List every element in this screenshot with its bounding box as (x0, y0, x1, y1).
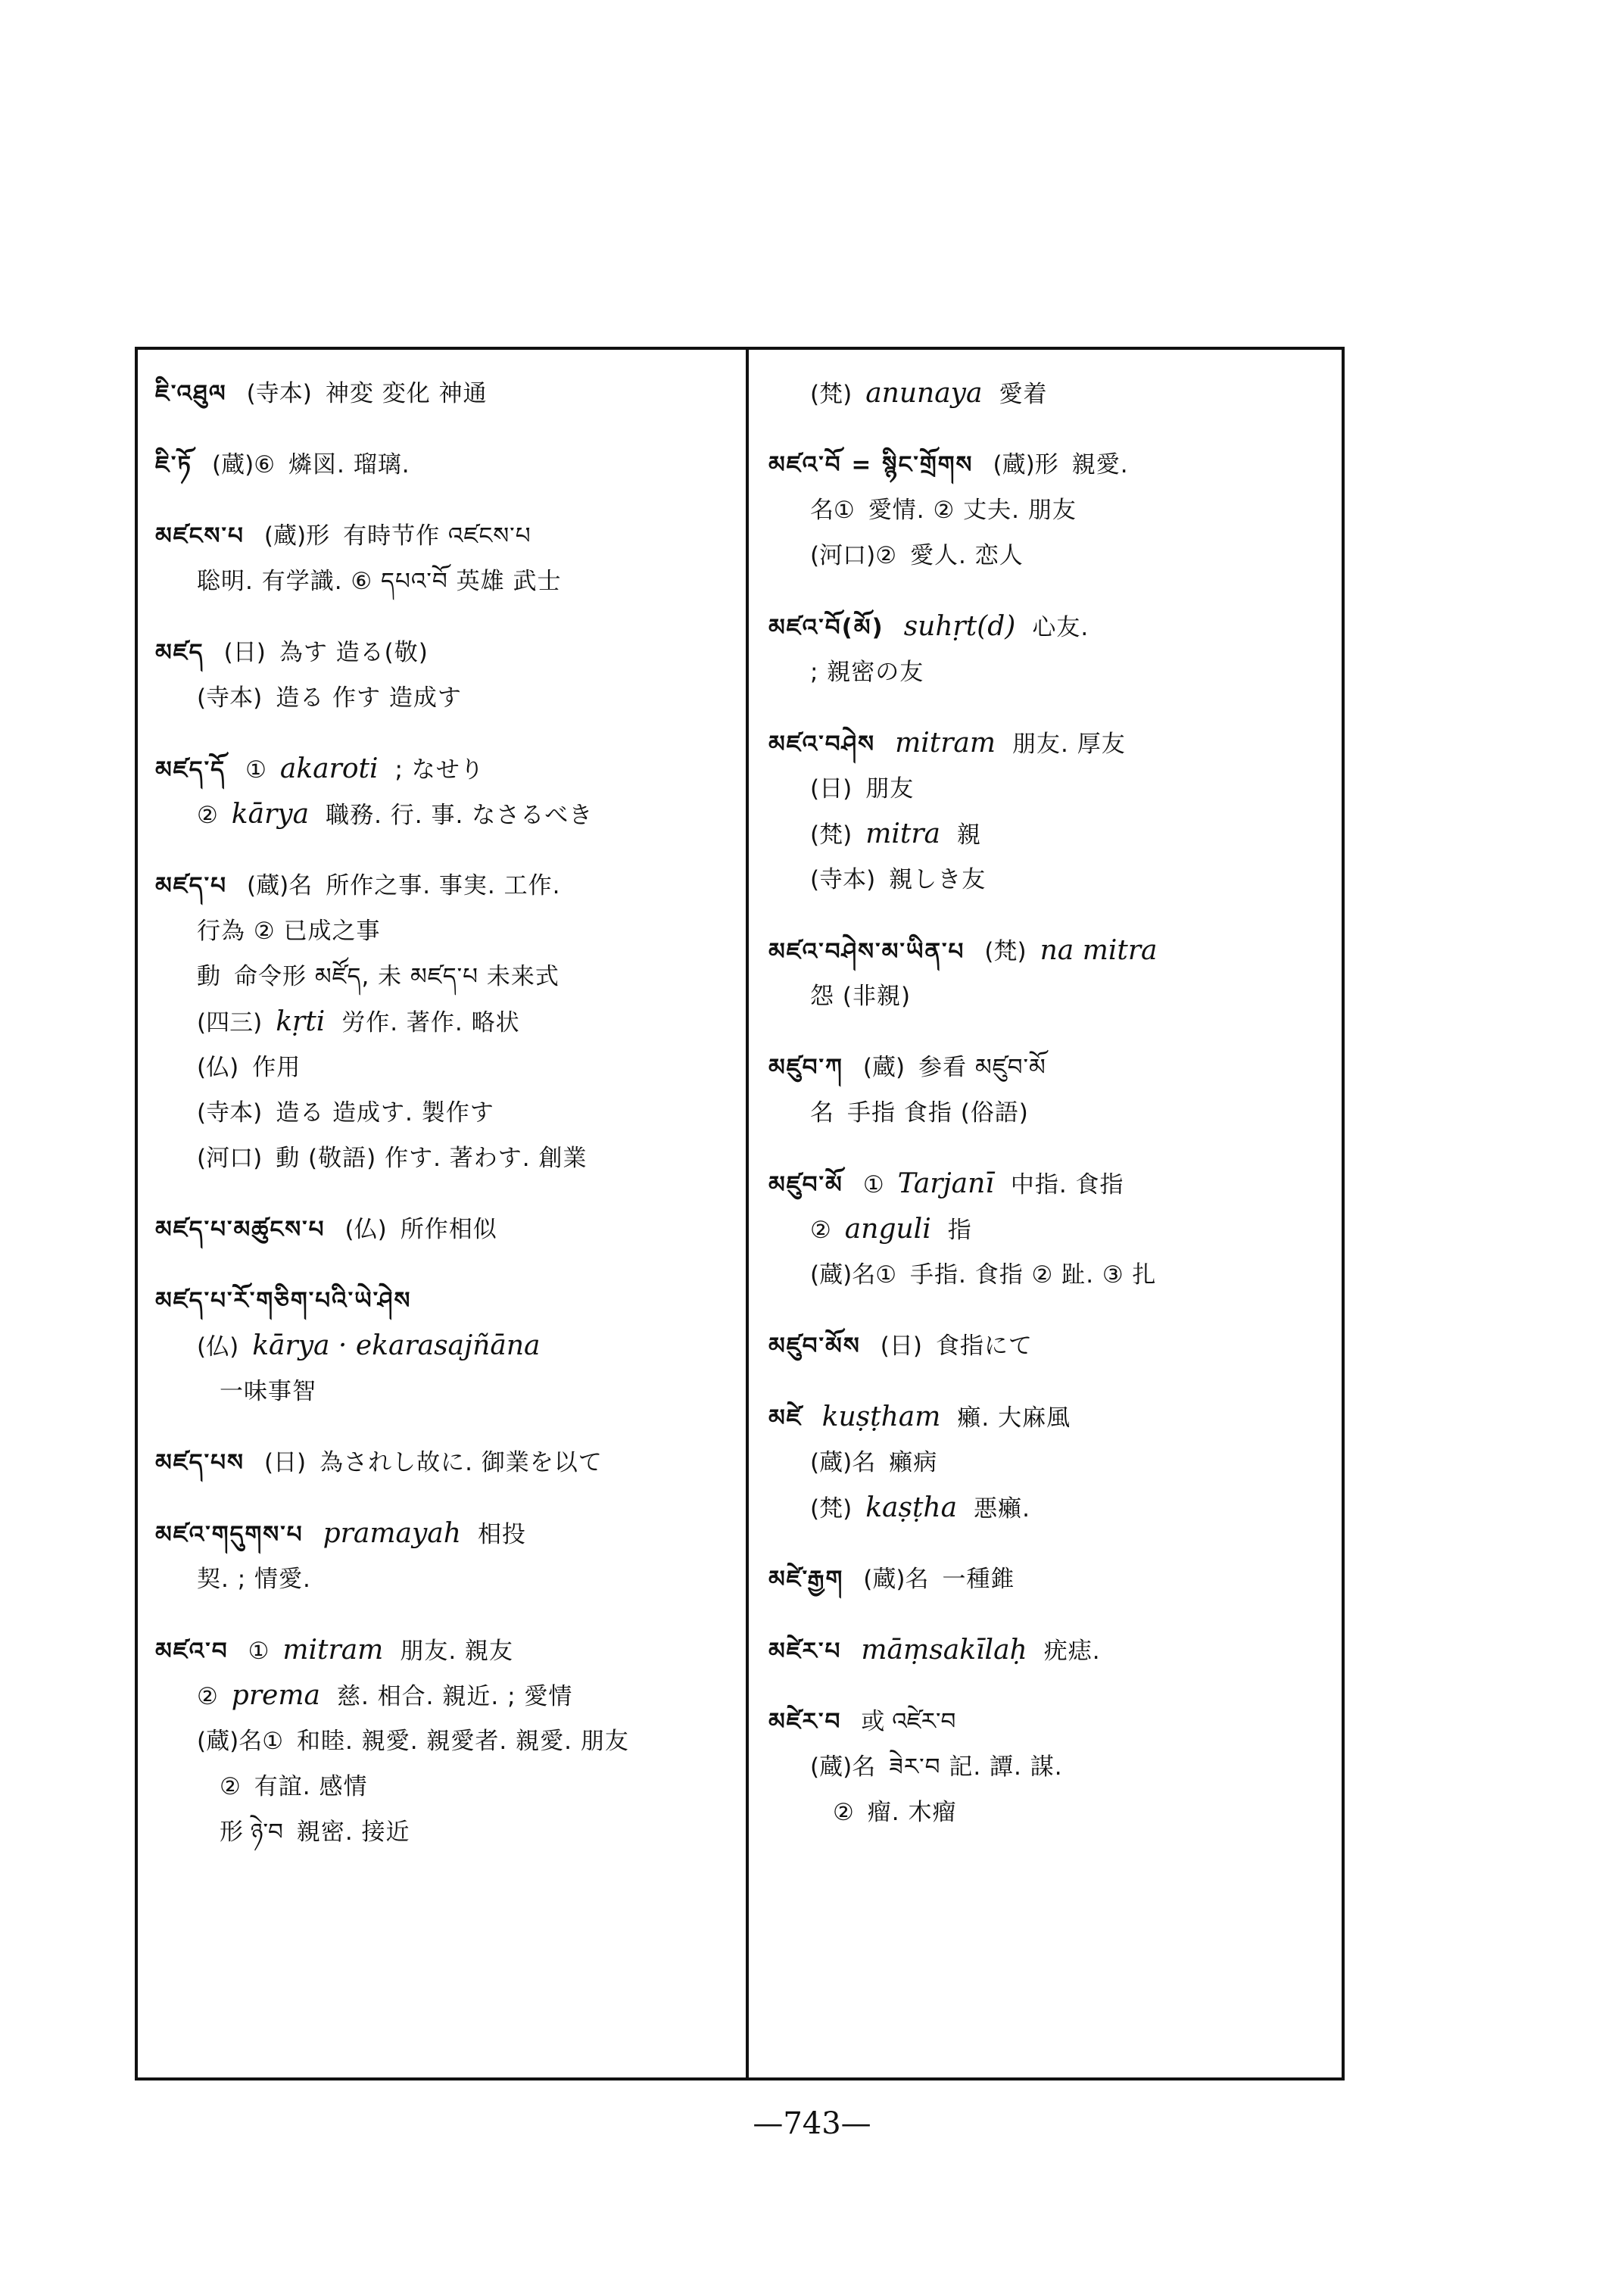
headword: མཛའ་བ (155, 1638, 229, 1665)
entry-gloss: 悪癩. (974, 1495, 1030, 1523)
entry-gap (155, 1252, 738, 1278)
entry-tag: (寺本) (810, 866, 876, 893)
entry-line (155, 1045, 738, 1090)
entry-tag: ② (833, 1799, 854, 1826)
entry-gloss: 癩. 大麻風 (957, 1404, 1071, 1432)
dictionary-entry (768, 1628, 1336, 1673)
entry-line (768, 812, 1336, 857)
entry-gloss: 朋友 (865, 775, 915, 803)
dictionary-entry (768, 1557, 1336, 1602)
entry-line (768, 974, 1336, 1019)
entry-line (155, 999, 738, 1045)
entry-gloss: 慈. 相合. 親近. ; 愛情 (336, 1683, 573, 1710)
headword: མཛེར་པ (768, 1638, 842, 1665)
dictionary-entry (768, 1395, 1336, 1531)
entry-tag: (蔵)名 (863, 1566, 929, 1593)
entry-line (768, 1557, 1336, 1602)
headword: མཛད་པ (155, 872, 228, 899)
entry-gap (768, 695, 1336, 721)
entry-gloss: 癩病 (889, 1449, 938, 1476)
entry-tag: (梵) (984, 938, 1027, 965)
entry-gap (155, 1485, 738, 1511)
entry-line (768, 766, 1336, 812)
entry-line (155, 1764, 738, 1809)
entry-tag: 動 (197, 963, 220, 990)
romanized-term: kārya (231, 799, 310, 830)
entry-gloss: 中指. 食指 (1010, 1171, 1124, 1198)
entry-gloss: 親 (957, 821, 981, 849)
headword: མཛུབ་མོས (768, 1332, 861, 1360)
entry-tag: 或 འཛེར་བ (861, 1708, 956, 1735)
entry-line (768, 442, 1336, 488)
entry-tag: (蔵)名 (810, 1449, 876, 1476)
entry-gap (155, 1181, 738, 1207)
romanized-term: mitram (282, 1635, 384, 1666)
entry-tag: (蔵)⑥ (212, 451, 276, 478)
entry-line (155, 1323, 738, 1369)
entry-gloss: ཟེར་བ 記. 譚. 謀. (889, 1753, 1063, 1781)
entry-gloss: 手指. 食指 ② 趾. ③ 扎 (909, 1261, 1157, 1289)
entry-line (155, 1440, 738, 1485)
romanized-term: suhṛt(d) (903, 611, 1016, 642)
headword: མཛེར་བ (768, 1708, 842, 1735)
entry-gloss: 参看 མཛུབ་མོ (918, 1054, 1046, 1081)
romanized-term: Tarjanī (897, 1168, 994, 1199)
entry-gloss: 和睦. 親愛. 親愛者. 親愛. 朋友 (296, 1728, 629, 1755)
dictionary-entry (155, 863, 738, 1181)
dictionary-entry (155, 1207, 738, 1252)
entry-tag: (蔵)名 (810, 1753, 876, 1781)
entry-line (155, 1809, 738, 1855)
entry-gloss: 瘤. 木瘤 (867, 1799, 957, 1826)
headword: མཛའ་བཤེས་མ་ཡིན་པ (768, 938, 965, 965)
entry-line (768, 857, 1336, 902)
entry-line (768, 650, 1336, 695)
entry-line (155, 1673, 738, 1719)
dictionary-entry (155, 746, 738, 837)
headword: མཛའ་བོ(མོ) (768, 614, 884, 641)
entry-line (768, 1699, 1336, 1744)
entry-tag: (仏) (197, 1333, 239, 1361)
headword: ཇི་ཏོ (155, 451, 193, 478)
entry-gloss: 一種錐 (942, 1566, 1015, 1593)
entry-line (768, 1090, 1336, 1136)
entry-gloss: 食指にて (935, 1332, 1033, 1360)
headword: མཛེ (768, 1404, 803, 1432)
entry-tag: (梵) (810, 1495, 853, 1523)
headword: མཛད་དོ (155, 756, 226, 784)
dictionary-entry (768, 442, 1336, 578)
romanized-term: māṃsakīlaḥ (861, 1635, 1027, 1666)
entry-gap (768, 1298, 1336, 1323)
entry-line (768, 1395, 1336, 1440)
page-number: —743— (753, 2106, 871, 2141)
entry-line (768, 1252, 1336, 1298)
entry-gloss: 命令形 མཛོད, 未 མཛད་པ 未来式 (234, 963, 560, 990)
dictionary-entry (768, 604, 1336, 695)
entry-gap (768, 902, 1336, 928)
entry-line (155, 559, 738, 604)
entry-gap (155, 1855, 738, 1881)
dictionary-entry (768, 721, 1336, 902)
entry-tag: ② (197, 1683, 218, 1710)
entry-gloss: 動 (敬語) 作す. 著わす. 創業 (276, 1145, 588, 1172)
entry-tag: (日) (263, 1449, 307, 1476)
dictionary-entry (155, 1440, 738, 1485)
entry-gap (155, 1602, 738, 1628)
entry-line (155, 792, 738, 837)
entry-line (155, 1369, 738, 1414)
entry-tag: ② (197, 802, 218, 829)
entry-gloss: 心友. (1032, 614, 1089, 641)
romanized-term: kārya · ekarasajñāna (252, 1330, 541, 1361)
entry-line (768, 604, 1336, 650)
entry-gloss: 有誼. 感情 (254, 1773, 368, 1800)
entry-gap (155, 837, 738, 863)
romanized-term: mitram (895, 728, 996, 759)
entry-line (768, 1790, 1336, 1835)
dictionary-entry (155, 1511, 738, 1602)
entry-tag: (蔵)名① (810, 1261, 896, 1289)
entry-gloss: 疣痣. (1043, 1638, 1101, 1665)
entry-gloss: 聡明. 有学識. ⑥ དཔའ་བོ 英雄 武士 (197, 568, 562, 595)
romanized-term: kaṣṭha (865, 1492, 958, 1523)
romanized-term: anunaya (865, 378, 983, 409)
entry-tag: ② (220, 1773, 241, 1800)
entry-gap (155, 604, 738, 630)
entry-line (155, 1278, 738, 1323)
entry-line (768, 1161, 1336, 1207)
entry-tag: (蔵)名 (247, 872, 313, 899)
entry-line (768, 721, 1336, 766)
dictionary-entry (155, 630, 738, 721)
romanized-term: akaroti (279, 753, 379, 784)
entry-line (768, 1744, 1336, 1790)
entry-gloss: 神変 変化 神通 (325, 380, 488, 407)
headword: མཛུབ་མོ (768, 1171, 843, 1198)
entry-line (155, 1090, 738, 1136)
entry-line (155, 630, 738, 675)
entry-line (768, 1628, 1336, 1673)
entry-line (768, 371, 1336, 416)
column-divider (746, 350, 749, 2077)
entry-gloss: 造る 作す 造成す (276, 684, 462, 712)
entry-line (155, 1136, 738, 1181)
romanized-term: kuṣṭham (821, 1401, 941, 1432)
romanized-term: anguli (844, 1214, 931, 1245)
entry-gloss: 職務. 行. 事. なさるべき (326, 802, 594, 829)
entry-gloss: 一味事智 (220, 1378, 316, 1405)
entry-tag: (寺本) (197, 684, 263, 712)
entry-gloss: 所作之事. 事実. 工作. (326, 872, 561, 899)
entry-gloss: 作用 (252, 1054, 301, 1081)
entry-gloss: 朋友. 親友 (400, 1638, 514, 1665)
entry-tag: 形 ཉེ་བ (220, 1819, 283, 1846)
entry-gloss: 愛着 (999, 381, 1048, 408)
headword: མཛའ་གདུགས་པ (155, 1521, 304, 1548)
entry-gap (155, 1414, 738, 1440)
entry-gap (768, 1531, 1336, 1557)
entry-gap (768, 1019, 1336, 1045)
entry-tag: (梵) (810, 821, 853, 849)
entry-tag: ① (862, 1171, 884, 1198)
entry-gap (155, 488, 738, 513)
entry-tag: 名 (810, 1099, 834, 1127)
entry-gloss: 怨 (非親) (810, 983, 912, 1010)
entry-gloss: 行為 ② 已成之事 (197, 918, 381, 945)
entry-line (155, 1628, 738, 1673)
entry-tag: ② (810, 1217, 831, 1244)
entry-tag: (蔵)名① (197, 1728, 283, 1755)
entry-gloss: 為されし故に. 御業を以て (320, 1449, 603, 1476)
entry-gloss: 有時节作 འཛངས་པ (343, 522, 531, 550)
entry-line (155, 746, 738, 792)
entry-tag: ① (248, 1638, 270, 1665)
dictionary-entry (155, 1278, 738, 1414)
entry-gap (768, 578, 1336, 604)
entry-gap (768, 1835, 1336, 1861)
entry-tag: (蔵) (862, 1054, 906, 1081)
entry-gap (155, 721, 738, 746)
headword: མཛའ་བོ = སྙིང་གྲོགས (768, 451, 974, 478)
entry-gloss: 指 (947, 1217, 972, 1244)
entry-line (155, 513, 738, 559)
right-column (768, 371, 1336, 1861)
dictionary-entry (768, 1699, 1336, 1835)
entry-gap (768, 1136, 1336, 1161)
entry-tag: (寺本) (246, 380, 312, 407)
entry-tag: (河口) (197, 1145, 263, 1172)
headword: མཛུབ་ཀ (768, 1054, 843, 1081)
entry-gloss: 手指 食指 (俗語) (847, 1099, 1029, 1127)
entry-tag: (仏) (197, 1054, 239, 1081)
romanized-term: prema (231, 1680, 320, 1711)
headword: མཛེ་རྒྱག (768, 1566, 844, 1593)
entry-line (768, 928, 1336, 974)
entry-gloss: 相投 (477, 1521, 526, 1548)
headword: ཇི་འཐུལ (155, 380, 227, 407)
headword: མཛའ་བཤེས (768, 731, 876, 758)
dictionary-entry (155, 513, 738, 604)
entry-tag: (梵) (810, 381, 853, 408)
entry-line (768, 1440, 1336, 1485)
entry-gloss: 契. ; 情愛. (197, 1566, 311, 1593)
entry-line (155, 863, 738, 909)
entry-gap (768, 1369, 1336, 1395)
entry-gloss: 親愛. (1071, 451, 1129, 478)
entry-tag: (四三) (197, 1009, 263, 1036)
entry-line (768, 533, 1336, 578)
dictionary-entry (768, 1045, 1336, 1136)
romanized-term: pramayah (323, 1518, 461, 1549)
entry-gloss: 所作相似 (400, 1216, 497, 1243)
entry-line (768, 488, 1336, 533)
romanized-term: kṛti (276, 1006, 326, 1037)
entry-gloss: 燐図. 瑠璃. (288, 451, 410, 478)
entry-gloss: 愛人. 恋人 (909, 542, 1024, 569)
entry-gloss: 造る 造成す. 製作す (276, 1099, 494, 1127)
entry-line (768, 1485, 1336, 1531)
dictionary-entry (155, 442, 738, 488)
entry-gloss: 愛情. ② 丈夫. 朋友 (868, 497, 1077, 524)
dictionary-entry (768, 371, 1336, 416)
headword: མཛངས་པ (155, 522, 245, 550)
entry-tag: (仏) (344, 1216, 387, 1243)
dictionary-entry (768, 928, 1336, 1019)
entry-tag: (河口)② (810, 542, 896, 569)
entry-tag: (日) (810, 775, 853, 803)
entry-tag: (寺本) (197, 1099, 263, 1127)
entry-tag: (日) (223, 639, 266, 666)
entry-line (155, 909, 738, 954)
headword: མཛད་པ་རོ་གཅིག་པའི་ཡེ་ཤེས (155, 1287, 412, 1314)
entry-gloss: 親密. 接近 (296, 1819, 410, 1846)
entry-line (155, 1719, 738, 1764)
entry-line (155, 371, 738, 416)
entry-gloss: 労作. 著作. 略状 (341, 1009, 520, 1036)
romanized-term: na mitra (1040, 935, 1158, 966)
dictionary-entry (768, 1323, 1336, 1369)
left-column (155, 371, 738, 1881)
entry-line (155, 1511, 738, 1557)
entry-gloss: ; 親密の友 (810, 659, 924, 686)
entry-gloss: 朋友. 厚友 (1012, 731, 1126, 758)
entry-gap (768, 416, 1336, 442)
headword: མཛད་པས (155, 1449, 245, 1476)
dictionary-entry (155, 1628, 738, 1855)
entry-tag: 名① (810, 497, 855, 524)
entry-line (155, 954, 738, 999)
entry-line (155, 442, 738, 488)
entry-line (768, 1323, 1336, 1369)
headword: མཛད (155, 639, 204, 666)
entry-line (155, 1557, 738, 1602)
entry-gap (768, 1673, 1336, 1699)
entry-gloss: 為す 造る(敬) (279, 639, 429, 666)
entry-line (155, 675, 738, 721)
entry-gloss: 親しき友 (889, 866, 987, 893)
entry-gloss: ; なせり (394, 756, 485, 784)
entry-tag: ① (245, 756, 267, 784)
entry-line (768, 1045, 1336, 1090)
entry-line (155, 1207, 738, 1252)
entry-tag: (蔵)形 (993, 451, 1058, 478)
entry-line (768, 1207, 1336, 1252)
entry-gap (768, 1602, 1336, 1628)
headword: མཛད་པ་མཚུངས་པ (155, 1216, 326, 1243)
entry-gap (155, 416, 738, 442)
entry-tag: (蔵)形 (263, 522, 330, 550)
entry-tag: (日) (880, 1332, 922, 1360)
dictionary-entry (155, 371, 738, 416)
romanized-term: mitra (865, 818, 940, 849)
dictionary-entry (768, 1161, 1336, 1298)
